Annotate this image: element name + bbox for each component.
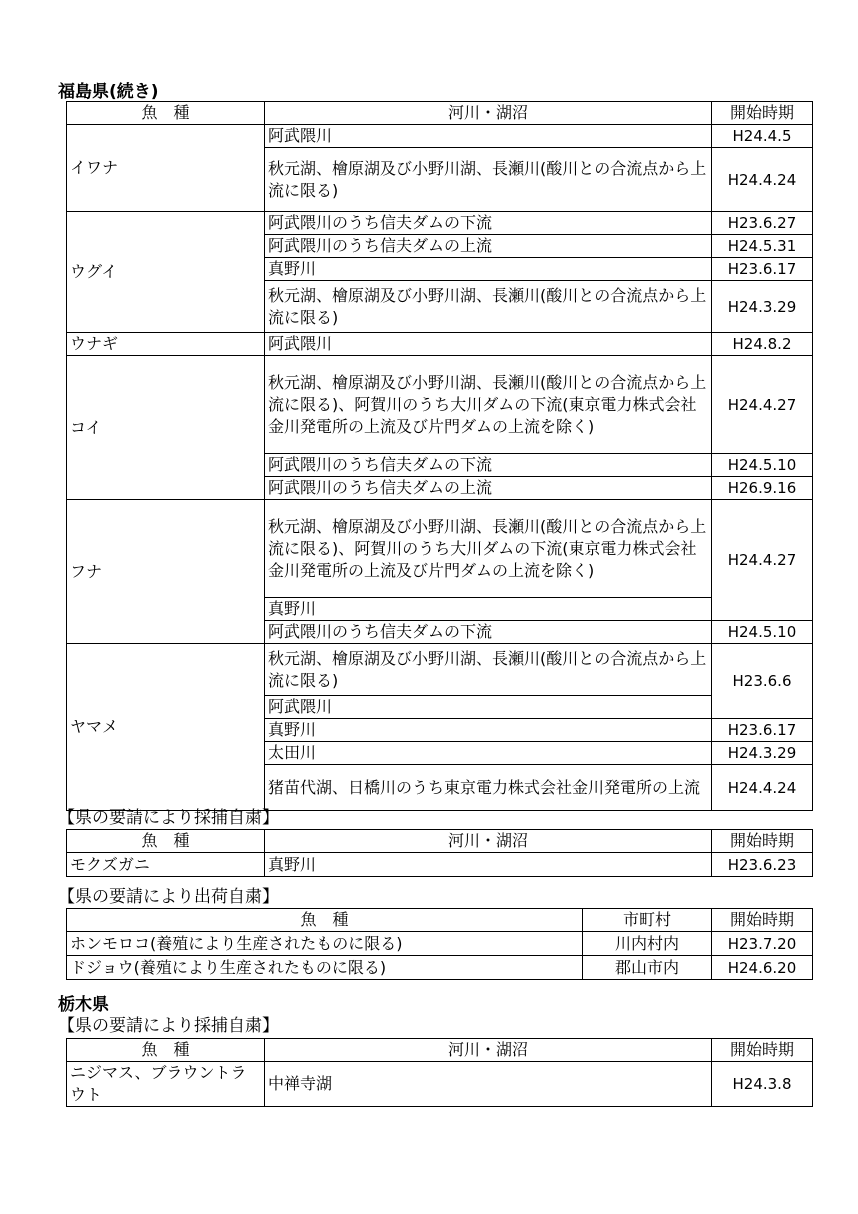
table-row [67,500,813,598]
date-cell: H24.3.29 [712,742,813,765]
river-cell: 中禅寺湖 [265,1062,712,1107]
table-row [67,853,813,877]
date-cell: H24.4.24 [712,765,813,811]
fish-yamame: ヤマメ [67,644,265,811]
table-row [67,333,813,356]
river-cell: 阿武隈川のうち信夫ダムの下流 [265,212,712,235]
fish-unagi: ウナギ [67,333,265,356]
river-cell: 秋元湖、檜原湖及び小野川湖、長瀬川(酸川との合流点から上流に限る) [265,148,712,212]
date-cell: H24.4.27 [712,356,813,454]
river-cell: 太田川 [265,742,712,765]
date-cell: H23.6.17 [712,258,813,281]
date-cell: H24.3.8 [712,1062,813,1107]
city-cell: 川内村内 [583,932,712,956]
header-river: 河川・湖沼 [265,830,712,853]
fukushima-ship-heading: 【県の要請により出荷自粛】 [58,887,279,907]
date-cell: H23.7.20 [712,932,813,956]
header-fish: 魚 種 [67,1039,265,1062]
date-cell: H24.5.31 [712,235,813,258]
river-cell: 阿武隈川 [265,696,712,719]
date-cell: H24.6.20 [712,956,813,980]
date-cell: H24.8.2 [712,333,813,356]
table-row [67,932,813,956]
river-cell: 阿武隈川 [265,333,712,356]
table-row [67,125,813,148]
date-cell: H24.4.5 [712,125,813,148]
river-cell: 阿武隈川のうち信夫ダムの下流 [265,621,712,644]
table-row [67,956,813,980]
fish-cell: ニジマス、ブラウントラウト [67,1062,265,1107]
date-cell: H23.6.6 [712,644,813,719]
river-cell: 阿武隈川 [265,125,712,148]
table-header-row [67,1039,813,1062]
date-cell: H26.9.16 [712,477,813,500]
fish-ugui: ウグイ [67,212,265,333]
fukushima-heading: 福島県(続き) [58,82,159,102]
table-row [67,644,813,696]
header-city: 市町村 [583,909,712,932]
header-start: 開始時期 [712,830,813,853]
table-row [67,1062,813,1107]
table-row [67,356,813,454]
date-cell: H23.6.23 [712,853,813,877]
river-cell: 真野川 [265,258,712,281]
table-header-row [67,102,813,125]
header-fish: 魚 種 [67,830,265,853]
date-cell: H24.5.10 [712,454,813,477]
fish-cell: ホンモロコ(養殖により生産されたものに限る) [67,932,583,956]
river-cell: 阿武隈川のうち信夫ダムの上流 [265,235,712,258]
date-cell: H24.4.24 [712,148,813,212]
date-cell: H23.6.17 [712,719,813,742]
header-fish: 魚 種 [67,102,265,125]
fish-cell: モクズガニ [67,853,265,877]
header-fish: 魚 種 [67,909,583,932]
river-cell: 真野川 [265,853,712,877]
river-cell: 秋元湖、檜原湖及び小野川湖、長瀬川(酸川との合流点から上流に限る) [265,644,712,696]
header-start: 開始時期 [712,102,813,125]
header-start: 開始時期 [712,909,813,932]
tochigi-catch-table [66,1038,813,1107]
river-cell: 真野川 [265,598,712,621]
date-cell: H23.6.27 [712,212,813,235]
fish-iwana: イワナ [67,125,265,212]
river-cell: 阿武隈川のうち信夫ダムの下流 [265,454,712,477]
table-header-row [67,909,813,932]
river-cell: 真野川 [265,719,712,742]
date-cell: H24.5.10 [712,621,813,644]
city-cell: 郡山市内 [583,956,712,980]
fukushima-catch-table [66,829,813,877]
fish-funa: フナ [67,500,265,644]
date-cell: H24.4.27 [712,500,813,621]
fish-koi: コイ [67,356,265,500]
river-cell: 秋元湖、檜原湖及び小野川湖、長瀬川(酸川との合流点から上流に限る) [265,281,712,333]
river-cell: 猪苗代湖、日橋川のうち東京電力株式会社金川発電所の上流 [265,765,712,811]
header-river: 河川・湖沼 [265,1039,712,1062]
fukushima-main-table [66,101,813,811]
date-cell: H24.3.29 [712,281,813,333]
header-start: 開始時期 [712,1039,813,1062]
tochigi-heading: 栃木県 [58,995,109,1015]
header-river: 河川・湖沼 [265,102,712,125]
river-cell: 阿武隈川のうち信夫ダムの上流 [265,477,712,500]
fukushima-catch-heading: 【県の要請により採捕自粛】 [58,808,279,828]
river-cell: 秋元湖、檜原湖及び小野川湖、長瀬川(酸川との合流点から上流に限る)、阿賀川のうち大川ダムの下流(東京電力株式会社金川発電所の上流及び片門ダムの上流を除く) [265,500,712,598]
table-header-row [67,830,813,853]
tochigi-catch-heading: 【県の要請により採捕自粛】 [58,1016,279,1036]
table-row [67,212,813,235]
fukushima-ship-table [66,908,813,980]
river-cell: 秋元湖、檜原湖及び小野川湖、長瀬川(酸川との合流点から上流に限る)、阿賀川のうち大川ダムの下流(東京電力株式会社金川発電所の上流及び片門ダムの上流を除く) [265,356,712,454]
fish-cell: ドジョウ(養殖により生産されたものに限る) [67,956,583,980]
